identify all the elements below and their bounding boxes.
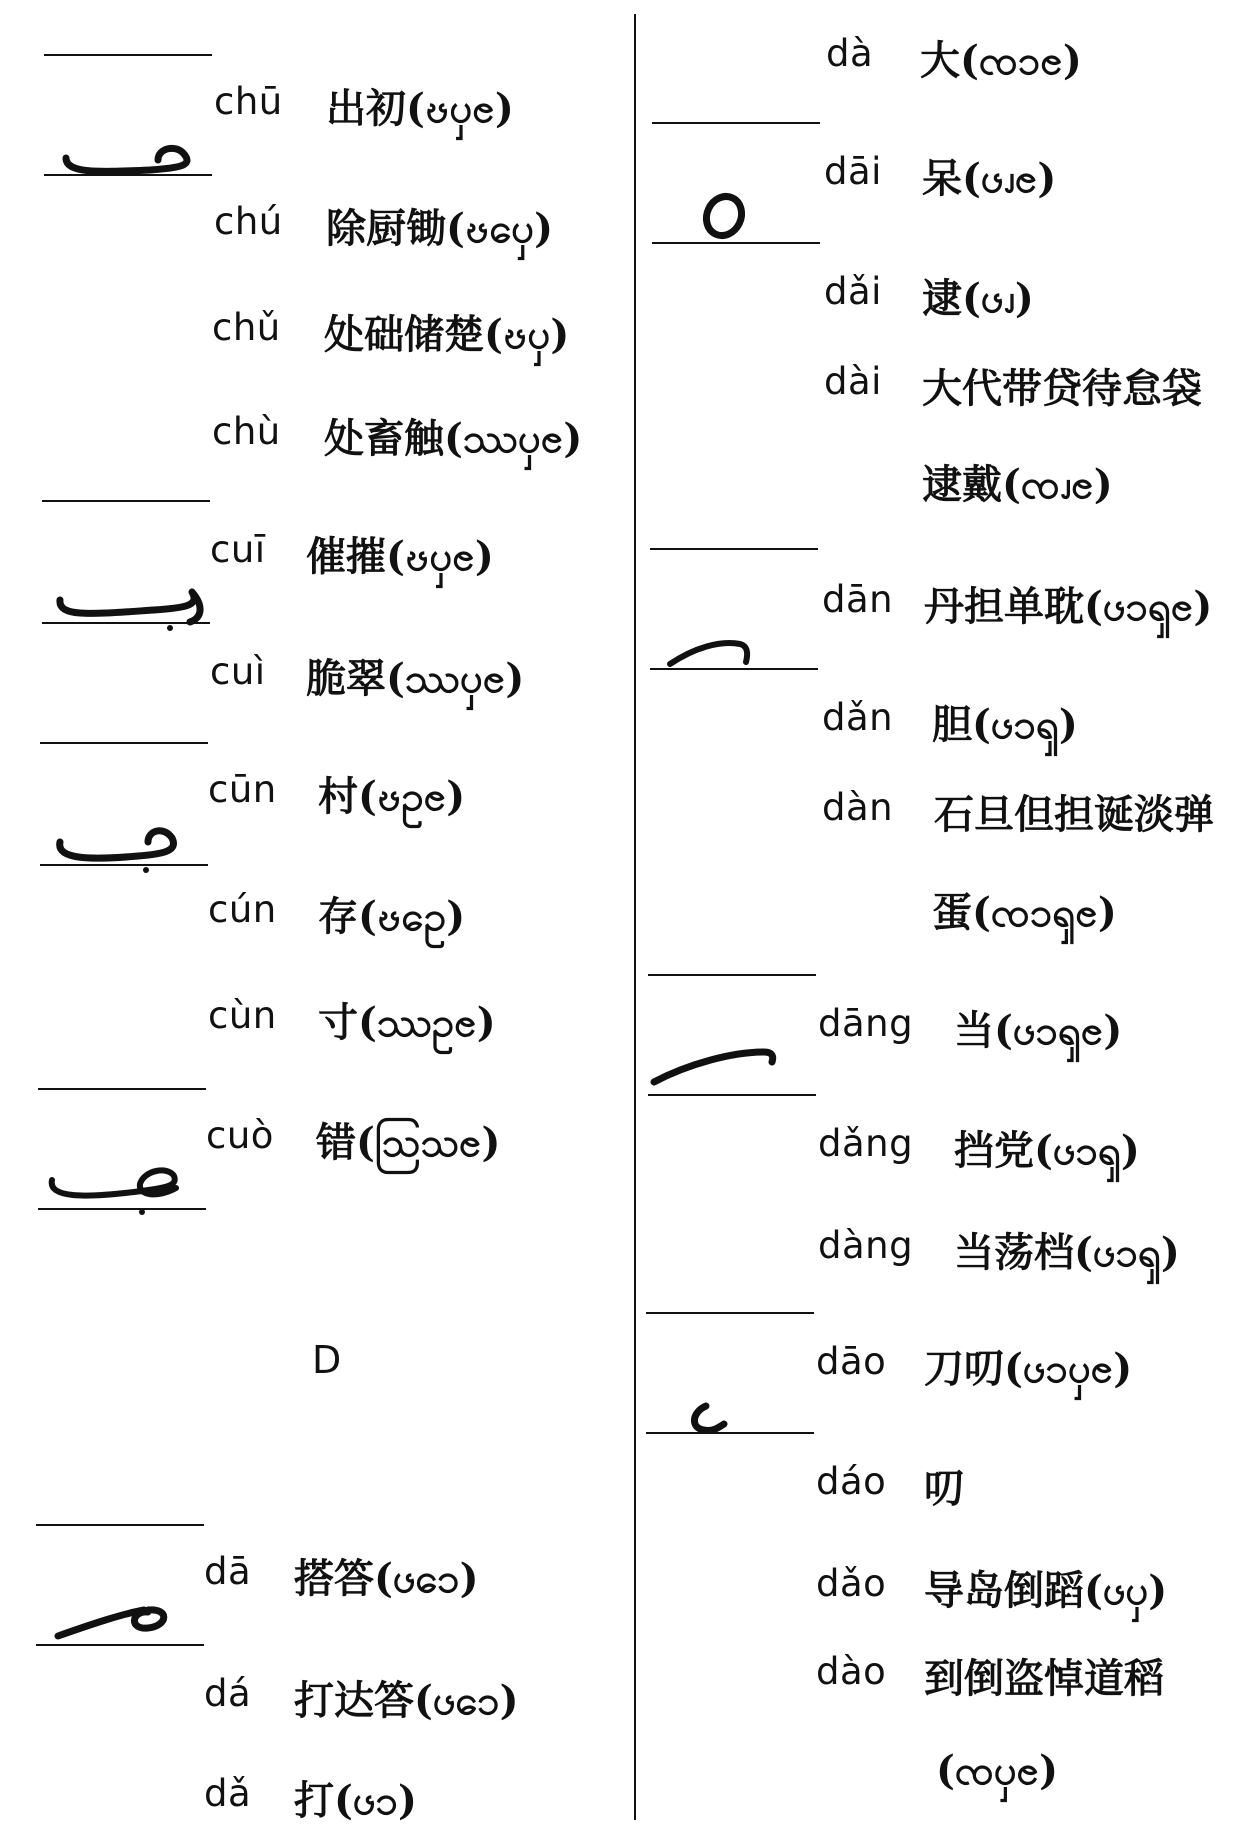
pinyin: dǎn [822, 696, 894, 739]
chinese-characters: 当荡档(ၒၥၡ) [954, 1229, 1180, 1276]
chinese-characters: 大代带贷待怠袋 [922, 365, 1202, 412]
pinyin: dā [204, 1550, 252, 1593]
chinese-characters: 胆(ၒၥၡ) [932, 701, 1078, 748]
pinyin: dǎ [204, 1772, 252, 1815]
chinese-characters: 石旦但担诞淡弹 [934, 791, 1214, 838]
chinese-characters: 挡党(ၒၥၡ) [954, 1127, 1140, 1174]
chinese-characters: 脆翠(ဿၦၔ) [306, 655, 525, 702]
pinyin: dān [822, 578, 894, 621]
rule-line [648, 1094, 816, 1096]
chinese-characters: 到倒盗悼道稻 [924, 1655, 1164, 1702]
chinese-characters: 寸(ဿဥၔ) [318, 999, 496, 1046]
pinyin: chū [214, 80, 283, 123]
pinyin: cún [208, 888, 277, 931]
pinyin: dǎi [824, 270, 882, 313]
rule-line [36, 1524, 204, 1526]
column-divider [634, 14, 636, 1820]
shorthand-stroke-icon [44, 1168, 184, 1222]
pinyin: dá [204, 1672, 252, 1715]
chinese-characters: 除厨锄(ၓၦေ) [326, 205, 553, 252]
chinese-characters: 丹担单耽(ၒၥၡၔ) [924, 583, 1213, 630]
chinese-characters: 当(ၒၥၡၔ) [954, 1007, 1123, 1054]
shorthand-stroke-icon [52, 1596, 172, 1646]
pinyin: dài [824, 360, 882, 403]
pinyin: dāi [824, 150, 882, 193]
pinyin: dǎng [818, 1122, 914, 1165]
rule-line [646, 1312, 814, 1314]
chinese-characters: 存(ၓဥေ) [318, 893, 466, 940]
pinyin: dàn [822, 786, 894, 829]
pinyin: dáo [816, 1460, 887, 1503]
pinyin: dàng [818, 1224, 914, 1267]
shorthand-stroke-icon [60, 136, 200, 182]
rule-line [652, 122, 820, 124]
chinese-characters: 逮戴(ၸၪၔ) [922, 461, 1113, 508]
pinyin: cuì [210, 650, 266, 693]
rule-line [42, 500, 210, 502]
chinese-characters: 呆(ၒၪၔ) [922, 155, 1057, 202]
pinyin: dà [826, 32, 874, 75]
pinyin: dāo [816, 1340, 887, 1383]
chinese-characters: (ၸၦၔ) [936, 1747, 1059, 1794]
chinese-characters: 出初(ၓၦၔ) [326, 85, 514, 132]
chinese-characters: 处础储楚(ၓၦ) [324, 311, 570, 358]
pinyin: dāng [818, 1002, 914, 1045]
chinese-characters: 打(ၒၥ) [294, 1777, 417, 1824]
pinyin: cùn [208, 994, 277, 1037]
pinyin: cuī [210, 528, 266, 571]
pinyin: dǎo [816, 1562, 887, 1605]
shorthand-stroke-icon [52, 816, 182, 876]
pinyin: chù [212, 410, 281, 453]
chinese-characters: 处畜触(ဿၦၔ) [324, 415, 583, 462]
shorthand-stroke-icon [54, 584, 204, 634]
pinyin: dào [816, 1650, 887, 1693]
shorthand-stroke-icon [664, 632, 754, 672]
shorthand-stroke-icon [696, 188, 756, 244]
section-letter: D [312, 1338, 342, 1382]
rule-line [44, 54, 212, 56]
chinese-characters: 叨 [924, 1465, 964, 1512]
rule-line [40, 742, 208, 744]
chinese-characters: 逮(ၒၪ) [922, 275, 1034, 322]
chinese-characters: 搭答(ၒၥေ) [294, 1555, 479, 1602]
pinyin: chú [214, 200, 283, 243]
rule-line [38, 1088, 206, 1090]
chinese-characters: 大(ၸၥၔ) [920, 37, 1082, 84]
rule-line [650, 548, 818, 550]
chinese-characters: 刀叨(ၒၥၦၔ) [924, 1345, 1133, 1392]
pinyin: cuò [206, 1114, 274, 1157]
shorthand-stroke-icon [648, 1040, 778, 1090]
chinese-characters: 打达答(ၒၥေ) [294, 1677, 519, 1724]
chinese-characters: 村(ၓဥၔ) [318, 773, 466, 820]
chinese-characters: 蛋(ၸၥၡၔ) [932, 889, 1117, 936]
chinese-characters: 催摧(ၓၦၔ) [306, 533, 494, 580]
pinyin: chǔ [212, 306, 281, 349]
chinese-characters: 导岛倒蹈(ၒၦ) [924, 1567, 1168, 1614]
chinese-characters: 错(ဩသၔ) [316, 1119, 501, 1166]
rule-line [648, 974, 816, 976]
pinyin: cūn [208, 768, 277, 811]
shorthand-stroke-icon [684, 1398, 734, 1438]
